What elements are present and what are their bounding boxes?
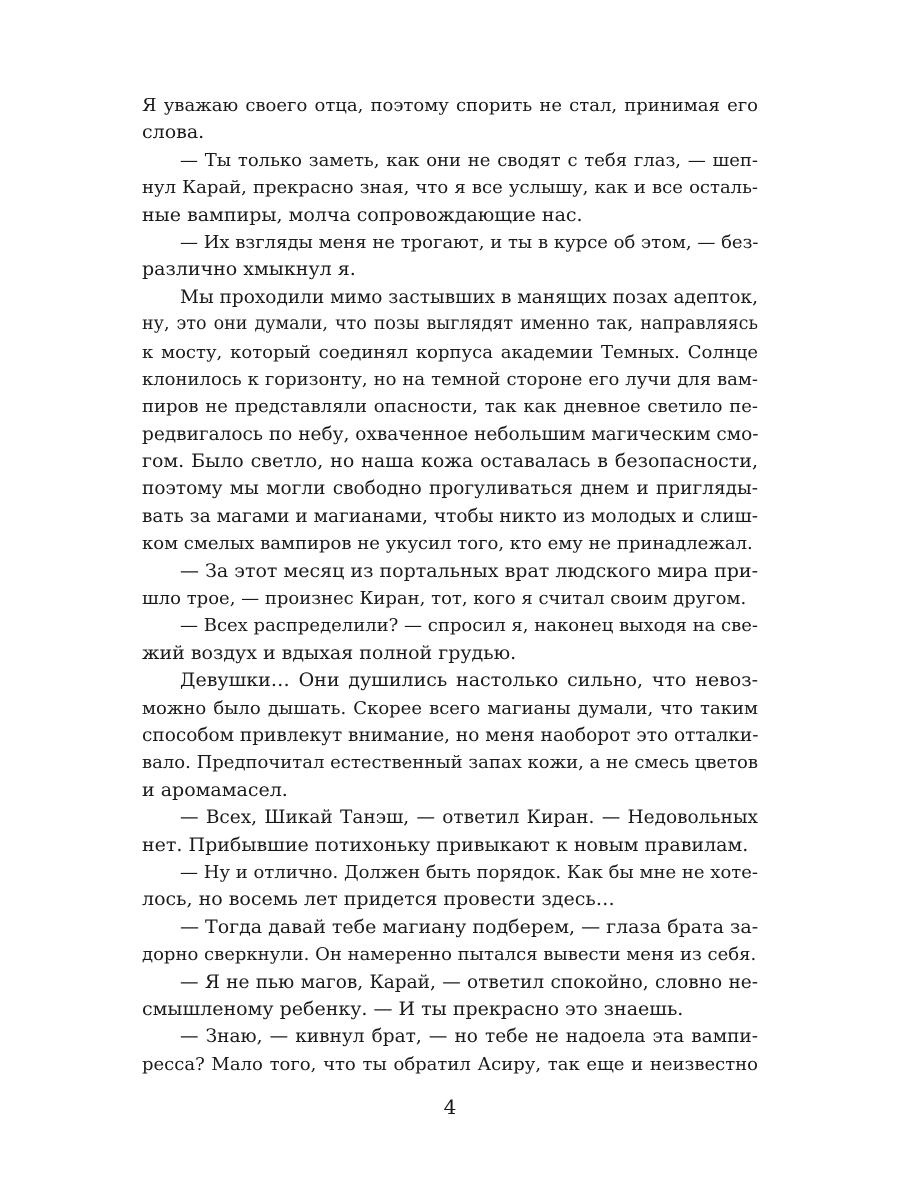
text-line: — За этот месяц из портальных врат людского мира при-: [180, 559, 758, 582]
text-line: — Ты только заметь, как они не сводят с тебя глаз, — шеп-: [180, 149, 758, 171]
text-line: ну, это они думали, что позы выглядят именно так, направляясь: [142, 314, 758, 335]
text-line: Мы проходили мимо застывших в манящих позах адепток,: [180, 286, 758, 308]
text-line: ресса? Мало того, что ты обратил Асиру, так еще и неизвестно: [142, 1053, 758, 1075]
text-line: шло трое, — произнес Киран, тот, кого я считал своим другом.: [142, 588, 747, 610]
text-line: редвигалось по небу, охваченное небольшим магическим смо-: [142, 423, 759, 445]
text-line: нул Карай, прекрасно зная, что я все услышу, как и все осталь-: [142, 177, 758, 199]
text-line: и аромамасел.: [142, 778, 288, 801]
text-line: лось, но восемь лет придется провести здесь…: [142, 888, 615, 911]
text-line: — Их взгляды меня не трогают, и ты в курсе об этом, — без-: [180, 231, 759, 253]
text-line: поэтому мы могли свободно прогуливаться днем и пригляды-: [142, 478, 758, 500]
text-line: Девушки… Они душились настолько сильно, что невоз-: [180, 669, 758, 692]
page-text-block: [142, 92, 758, 1078]
text-line: гом. Было светло, но наша кожа оставалась в безопасности,: [142, 450, 758, 473]
text-line: можно было дышать. Скорее всего магианы думали, что таким: [142, 697, 758, 719]
text-line: жий воздух и вдыхая полной грудью.: [142, 641, 517, 664]
text-line: вать за магами и магианами, чтобы никто из молодых и слиш-: [142, 505, 758, 527]
text-line: способом привлекут внимание, но меня наоборот это отталки-: [142, 724, 759, 746]
text-line: клонилось к горизонту, но на темной стороне его лучи для вам-: [142, 368, 758, 390]
text-line: смышленому ребенку. — И ты прекрасно это знаешь.: [142, 997, 684, 1020]
text-line: — Ну и отлично. Должен быть порядок. Как бы мне не хоте-: [180, 861, 758, 883]
text-line: — Я не пью магов, Карай, — ответил спокойно, словно не-: [180, 971, 758, 993]
text-line: вало. Предпочитал естественный запах кожи, а не смесь цветов: [142, 752, 759, 774]
text-line: слова.: [142, 121, 205, 144]
text-line: нет. Прибывшие потихоньку привыкают к новым правилам.: [142, 833, 749, 856]
text-line: — Всех распределили? — спросил я, наконец выходя на све-: [180, 615, 758, 637]
text-line: — Всех, Шикай Танэш, — ответил Киран. — Недовольных: [180, 807, 758, 829]
text-line: Я уважаю своего отца, поэтому спорить не стал, принимая его: [142, 95, 758, 116]
text-line: дорно сверкнули. Он намеренно пытался вывести меня из себя.: [142, 944, 757, 966]
text-line: — Знаю, — кивнул брат, — но тебе не надоела эта вампи-: [180, 1026, 758, 1048]
page-number: 4: [443, 1095, 457, 1119]
text-line: ные вампиры, молча сопровождающие нас.: [142, 203, 583, 226]
text-line: различно хмыкнул я.: [142, 258, 356, 281]
text-line: пиров не представляли опасности, так как дневное светило пе-: [142, 396, 758, 418]
text-line: ком смелых вампиров не укусил того, кто ему не принадлежал.: [142, 533, 753, 555]
text-line: к мосту, который соединял корпуса академии Темных. Солнце: [142, 341, 758, 363]
text-line: — Тогда давай тебе магиану подберем, — глаза брата за-: [180, 915, 759, 938]
